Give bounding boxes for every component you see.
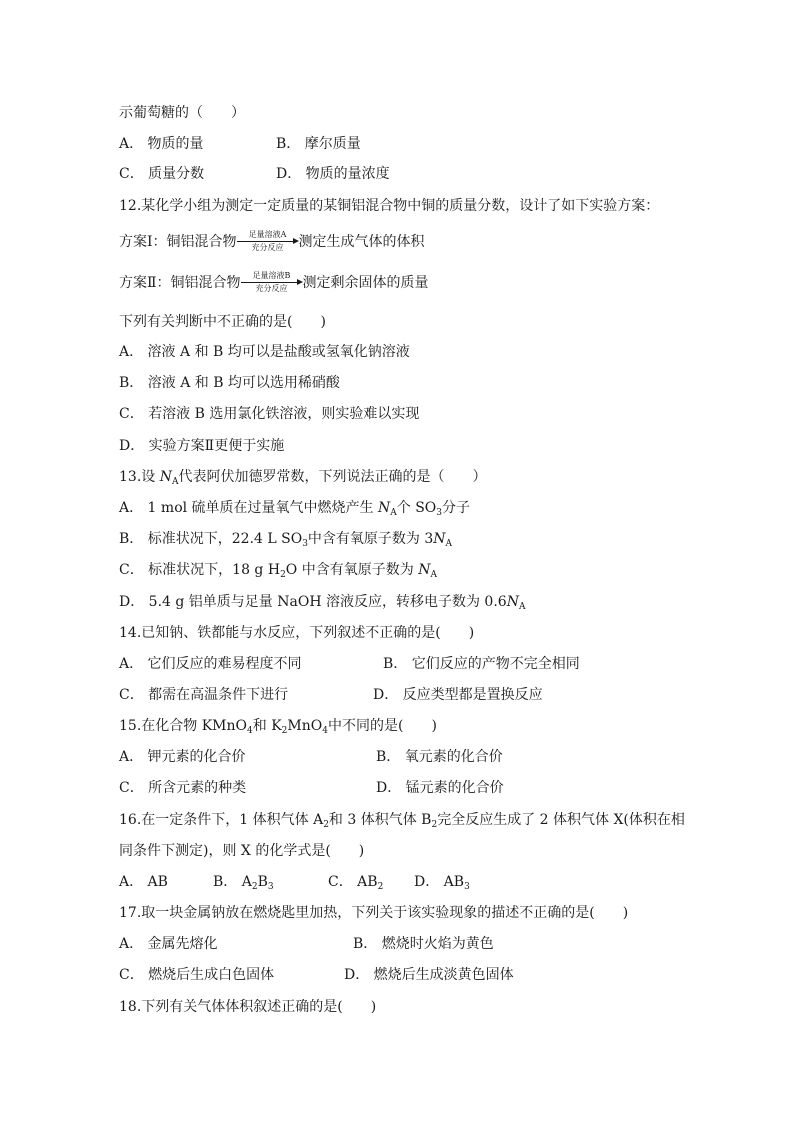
q17-stem: 17.取一块金属钠放在燃烧匙里加热，下列关于该实验现象的描述不正确的是( ) [119, 905, 629, 921]
q13-stem: 13.设 $N_A$代表阿伏加德罗常数，下列说法正确的是（ ） [119, 469, 487, 487]
q16-option-a: A． AB [119, 874, 168, 890]
q13-option-d: D． 5.4 g 铝单质与足量 NaOH 溶液反应，转移电子数为 $0.6N_A$ [119, 594, 526, 612]
q17-option-d: D． 燃烧后生成淡黄色固体 [344, 967, 514, 983]
q11-tail: 示葡萄糖的（ ） [119, 105, 245, 121]
q12-question: 下列有关判断中不正确的是( ) [119, 314, 326, 330]
q18-stem: 18.下列有关气体体积叙述正确的是( ) [119, 999, 377, 1015]
plan-1-prefix: 方案Ⅰ：铜铝混合物 [119, 234, 237, 250]
plan-1-suffix: 测定生成气体的体积 [298, 234, 425, 250]
reaction-arrow-icon [241, 273, 303, 293]
q12-option-d: D． 实验方案Ⅱ更便于实施 [119, 438, 285, 454]
q16-stem-line-1: 16.在一定条件下，1 体积气体 $A_2$和 3 体积气体 $B_2$完全反应生成了 2 体积气体 X(体积在相 [119, 812, 685, 830]
q17-option-b: B． 燃烧时火焰为黄色 [353, 936, 494, 952]
arrow-bottom-label: 充分反应 [255, 284, 288, 293]
plan-2-suffix: 测定剩余固体的质量 [302, 275, 429, 291]
q15-option-d: D． 锰元素的化合价 [376, 780, 504, 796]
q12-option-a: A． 溶液 A 和 B 均可以是盐酸或氢氧化钠溶液 [119, 344, 410, 360]
q11-option-a: A． 物质的量 [119, 136, 204, 152]
q12-stem: 12.某化学小组为测定一定质量的某铜铝混合物中铜的质量分数，设计了如下实验方案： [119, 198, 660, 214]
q14-option-a: A． 它们反应的难易程度不同 [119, 656, 302, 672]
q13-option-c: C． 标准状况下，18 g $H_2O$ 中含有氧原子数为 $N_A$ [119, 562, 437, 580]
q12-option-b: B． 溶液 A 和 B 均可以选用稀硝酸 [119, 375, 340, 391]
q16-option-c: C． $AB_2$ [328, 874, 384, 892]
arrow-top-label: 足量溶液B [252, 271, 291, 280]
q14-option-d: D． 反应类型都是置换反应 [373, 687, 543, 703]
q12-plan-2 [119, 273, 429, 293]
q11-option-d: D． 物质的量浓度 [276, 166, 390, 182]
q17-option-c: C． 燃烧后生成白色固体 [119, 967, 275, 983]
q15-option-b: B． 氧元素的化合价 [376, 749, 503, 765]
q14-stem: 14.已知钠、铁都能与水反应，下列叙述不正确的是( ) [119, 625, 475, 641]
plan-2-prefix: 方案Ⅱ：铜铝混合物 [119, 275, 241, 291]
q13-option-a: A． 1 mol 硫单质在过量氧气中燃烧产生 $N_A$个 $SO_3$分子 [119, 500, 471, 518]
q12-plan-1 [119, 232, 425, 252]
arrow-bottom-label: 充分反应 [251, 243, 284, 252]
q17-option-a: A． 金属先熔化 [119, 936, 218, 952]
q14-option-c: C． 都需在高温条件下进行 [119, 687, 289, 703]
q16-stem-line-2: 同条件下测定)，则 X 的化学式是( ) [119, 843, 365, 859]
q16-option-b: B． $A_2B_3$ [213, 874, 274, 892]
q15-stem: 15.在化合物 KMnO$_4$和 $K_2MnO_4$中不同的是( ) [119, 718, 437, 736]
q16-option-d: D． $AB_3$ [414, 874, 470, 892]
reaction-arrow-icon [237, 232, 299, 252]
arrow-top-label: 足量溶液A [248, 230, 287, 239]
q11-option-c: C． 质量分数 [119, 166, 205, 182]
q15-option-a: A． 钾元素的化合价 [119, 749, 246, 765]
q12-option-c: C． 若溶液 B 选用氯化铁溶液，则实验难以实现 [119, 406, 420, 422]
q11-option-b: B． 摩尔质量 [276, 136, 361, 152]
q13-option-b: B． 标准状况下，22.4 L $SO_3$中含有氧原子数为 $3N_A$ [119, 531, 453, 549]
q14-option-b: B． 它们反应的产物不完全相同 [383, 656, 580, 672]
q15-option-c: C． 所含元素的种类 [119, 780, 247, 796]
